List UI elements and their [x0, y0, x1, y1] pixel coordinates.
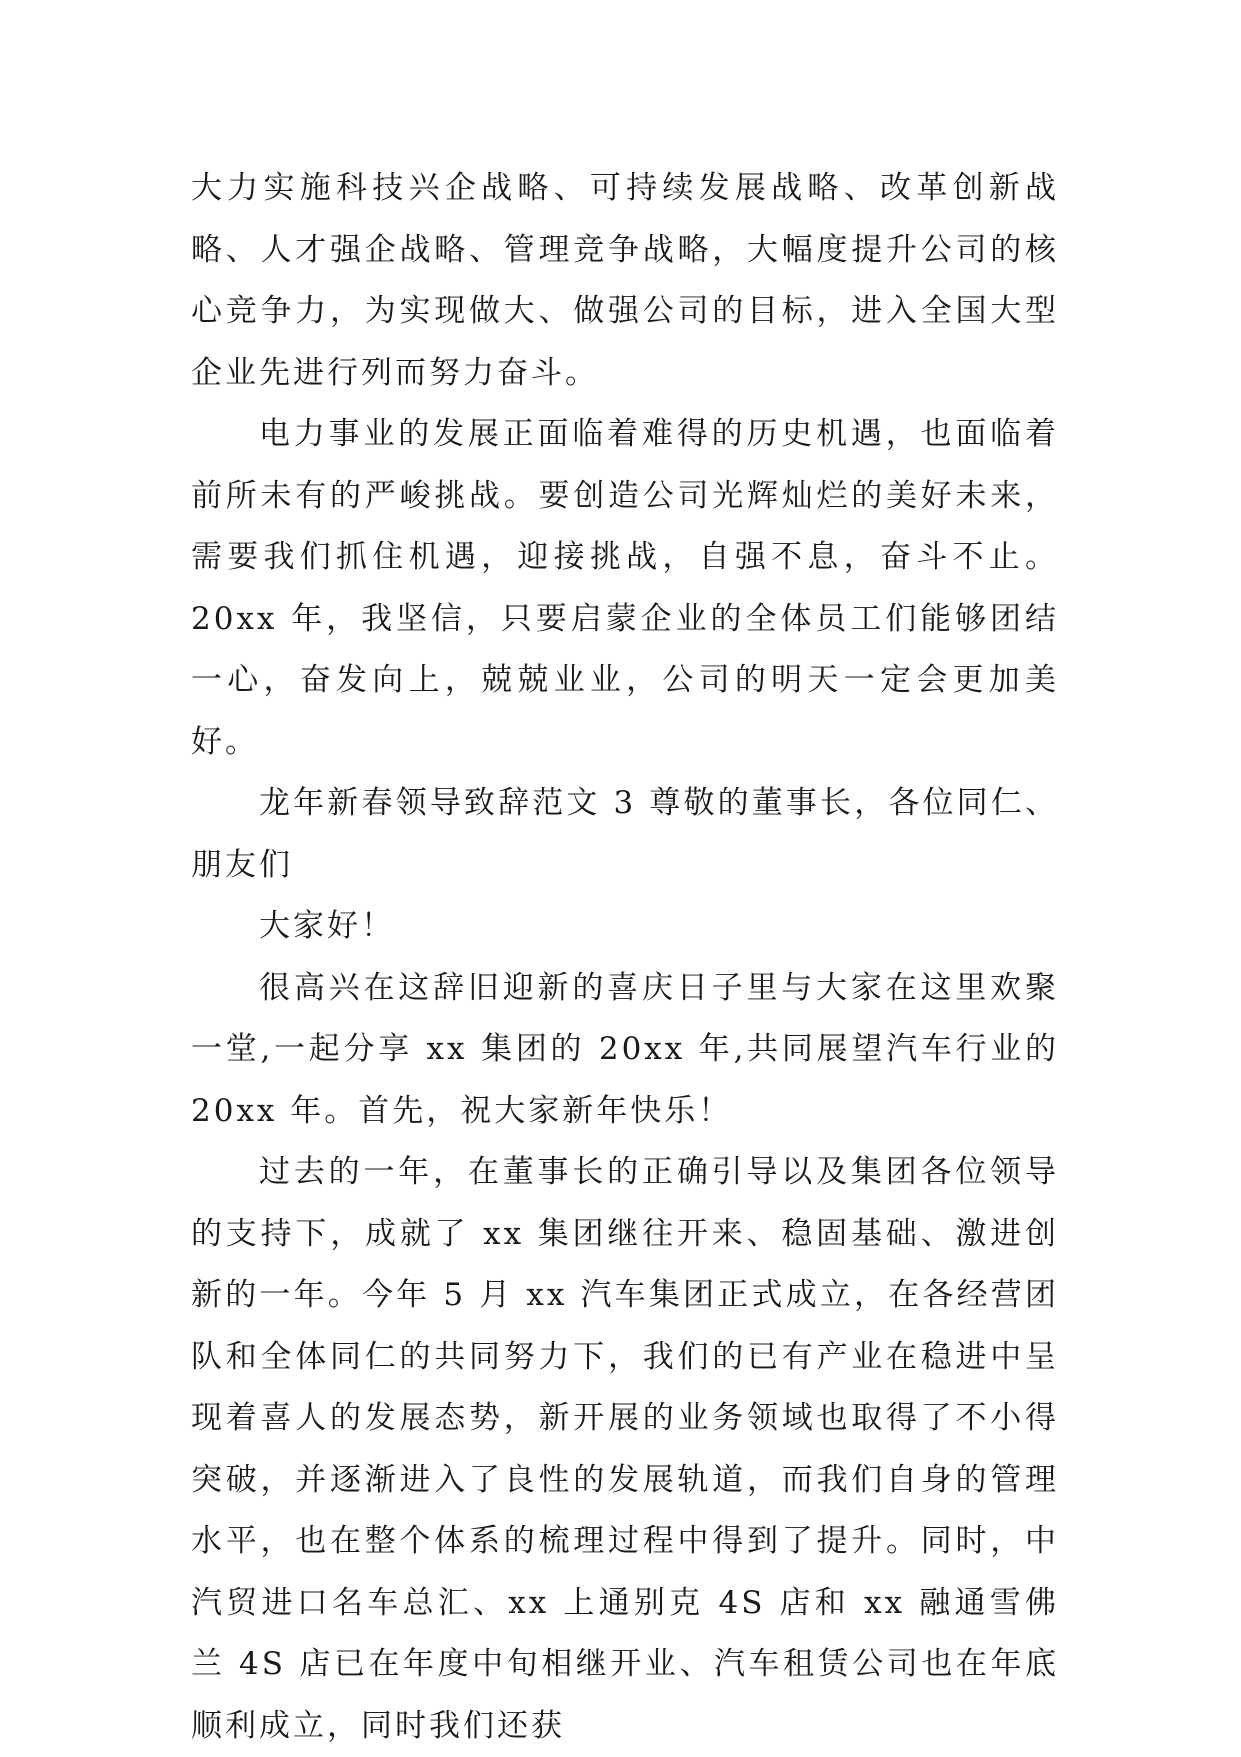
paragraph-4: 大家好！ — [259, 908, 395, 944]
paragraph-2: 电力事业的发展正面临着难得的历史机遇，也面临着前所未有的严峻挑战。要创造公司光辉灿烂的美好未来，需要我们抓住机遇，迎接挑战，自强不息，奋斗不止。20xx 年，我坚信，只要启蒙企业的全体员工们能够团结一心，奋发向上，兢兢业业，公司的明天一定会更加美好。 — [191, 416, 1059, 760]
paragraph-1: 大力实施科技兴企战略、可持续发展战略、改革创新战略、人才强企战略、管理竞争战略，大幅度提升公司的核心竞争力，为实现做大、做强公司的目标，进入全国大型企业先进行列而努力奋斗。 — [191, 170, 1059, 391]
paragraph-5: 很高兴在这辞旧迎新的喜庆日子里与大家在这里欢聚一堂,一起分享 xx 集团的 20xx 年,共同展望汽车行业的 20xx 年。首先，祝大家新年快乐！ — [191, 969, 1059, 1129]
paragraph-3: 龙年新春领导致辞范文 3 尊敬的董事长，各位同仁、朋友们 — [191, 785, 1059, 883]
document-body — [191, 158, 1059, 1757]
paragraph-6: 过去的一年，在董事长的正确引导以及集团各位领导的支持下，成就了 xx 集团继往开来、稳固基础、激进创新的一年。今年 5 月 xx 汽车集团正式成立，在各经营团队和全体同仁的共同努力下，我们的已有产业在稳进中呈现着喜人的发展态势，新开展的业务领域也取得了不小得突破，并逐渐进入了良性的发展轨道，而我们自身的管理水平，也在整个体系的梳理过程中得到了提升。同时，中汽贸进口名车总汇、xx 上通别克 4S 店和 xx 融通雪佛兰 4S 店已在年度中旬相继开业、汽车租赁公司也在年底顺利成立，同时我们还获 — [191, 1154, 1059, 1744]
